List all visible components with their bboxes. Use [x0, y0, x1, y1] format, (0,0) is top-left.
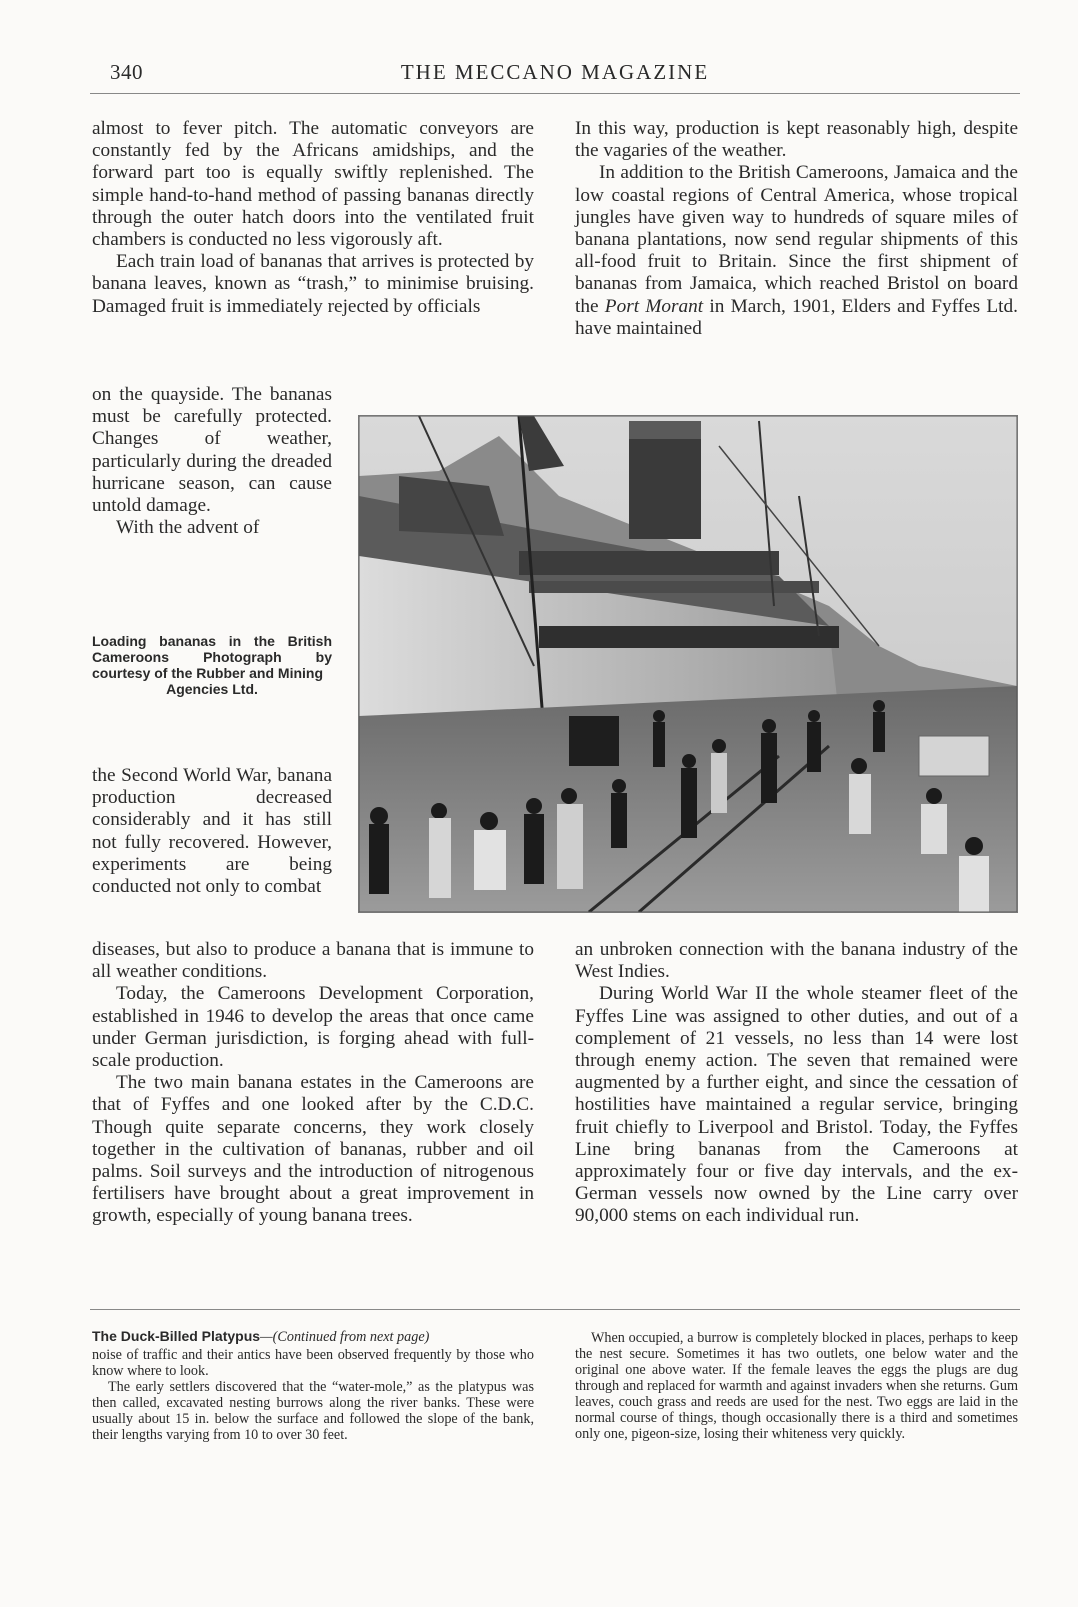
platypus-paragraph: When occupied, a burrow is completely blocked in places, perhaps to keep the nest secure. Sometimes it has two outlets, one below water and the original one above water. If the female leaves the eggs the plugs are dug through and replaced for warmth and against invaders when she returns. Gum leaves, couch grass and reeds are used for the nest. Two eggs are laid in the normal course of things, though occasionally there is a third and sometimes only one, pigeon-size, losing their whiteness very quickly.	[575, 1330, 1018, 1442]
platypus-paragraph: The early settlers discovered that the “water-mole,” as the platypus was then called, excavated nesting burrows along the river banks. These were usually about 15 in. below the surface and followed the slope of the bank, their lengths varying from 10 to over 30 feet.	[92, 1379, 534, 1443]
article-paragraph: In this way, production is kept reasonably high, despite the vagaries of the weather.	[575, 118, 1018, 162]
article-paragraph: on the quayside. The bananas must be carefully protected. Changes of weather, particularly during the dreaded hurricane season, can cause untold damage.	[92, 384, 332, 517]
platypus-column-right	[575, 1330, 1018, 1442]
page-header	[90, 60, 1020, 96]
article-paragraph: diseases, but also to produce a banana that is immune to all weather conditions.	[92, 939, 534, 983]
article-paragraph: During World War II the whole steamer fleet of the Fyffes Line was assigned to other duties, and out of a complement of 21 vessels, no less than 14 were lost through enemy action. The seven that remained were augmented by a further eight, and since the cessation of hostilities have maintained a regular service, bringing fruit chiefly to Liverpool and Bristol. Today, the Fyffes Line bring bananas from the Cameroons at approximately four or five day intervals, and the ex-German vessels now owned by the Line carry over 90,000 stems on each individual run.	[575, 983, 1018, 1227]
article-paragraph: the Second World War, banana production decreased considerably and it has still not fully recovered. However, experiments are being conducted not only to combat	[92, 765, 332, 898]
article-column-right-top	[575, 118, 1018, 340]
caption-line: Agencies Ltd.	[166, 681, 258, 697]
caption-line: Photograph by courtesy of the Rubber and Mining	[92, 649, 332, 681]
caption-line: Loading bananas in the British Cameroons	[92, 633, 332, 665]
photo-image	[359, 416, 1017, 912]
platypus-heading-line	[92, 1328, 534, 1345]
article-narrow-column-top	[92, 384, 332, 539]
page-number: 340	[110, 60, 143, 84]
article-narrow-column-bottom	[92, 765, 332, 898]
platypus-heading: The Duck-Billed Platypus	[92, 1328, 261, 1344]
article-text: In addition to the British Cameroons, Jamaica and the low coastal regions of Central America, whose tropical jungles have given way to hundreds of square miles of banana plantations, now send regular shipments of this all-food fruit to Britain. Since the first shipment of bananas from Jamaica, which reached Bristol on board the	[575, 162, 1018, 317]
article-paragraph: With the advent of	[116, 517, 260, 539]
continued-note: —(Continued from next page)	[260, 1329, 430, 1345]
section-divider	[90, 1309, 1020, 1310]
article-paragraph: The two main banana estates in the Cameroons are that of Fyffes and one looked after by the C.D.C. Though quite separate concerns, they work closely together in the cultivation of bananas, rubber and oil palms. Soil surveys and the introduction of nitrogenous fertilisers have brought about a great improvement in growth, especially of young banana trees.	[92, 1072, 534, 1227]
article-paragraph	[575, 162, 1018, 340]
ship-name: Port Morant	[604, 295, 704, 317]
ship-loading-photo	[358, 415, 1018, 913]
article-paragraph: Today, the Cameroons Development Corporation, established in 1946 to develop the areas that once came under German jurisdiction, is forging ahead with full-scale production.	[92, 983, 534, 1072]
platypus-column-left	[92, 1328, 534, 1443]
article-text: in March, 1901, Elders and Fyffes Ltd. have maintained	[575, 295, 1018, 339]
article-column-right-bottom	[575, 939, 1018, 1228]
article-paragraph: almost to fever pitch. The automatic conveyors are constantly fed by the Africans amidships, and the forward part too is equally swiftly replenished. The simple hand-to-hand method of passing bananas directly through the outer hatch doors into the ventilated fruit chambers is conducted no less vigorously aft.	[92, 118, 534, 251]
article-paragraph: an unbroken connection with the banana industry of the West Indies.	[575, 939, 1018, 983]
article-column-left-bottom	[92, 939, 534, 1228]
article-column-left-top	[92, 118, 534, 318]
header-divider	[90, 93, 1020, 94]
article-paragraph: Each train load of bananas that arrives is protected by banana leaves, known as “trash,” to minimise bruising. Damaged fruit is immediately rejected by officials	[92, 251, 534, 317]
platypus-paragraph: noise of traffic and their antics have been observed frequently by those who know where to look.	[92, 1347, 534, 1379]
magazine-title: THE MECCANO MAGAZINE	[400, 60, 710, 84]
photo-caption	[92, 633, 332, 697]
